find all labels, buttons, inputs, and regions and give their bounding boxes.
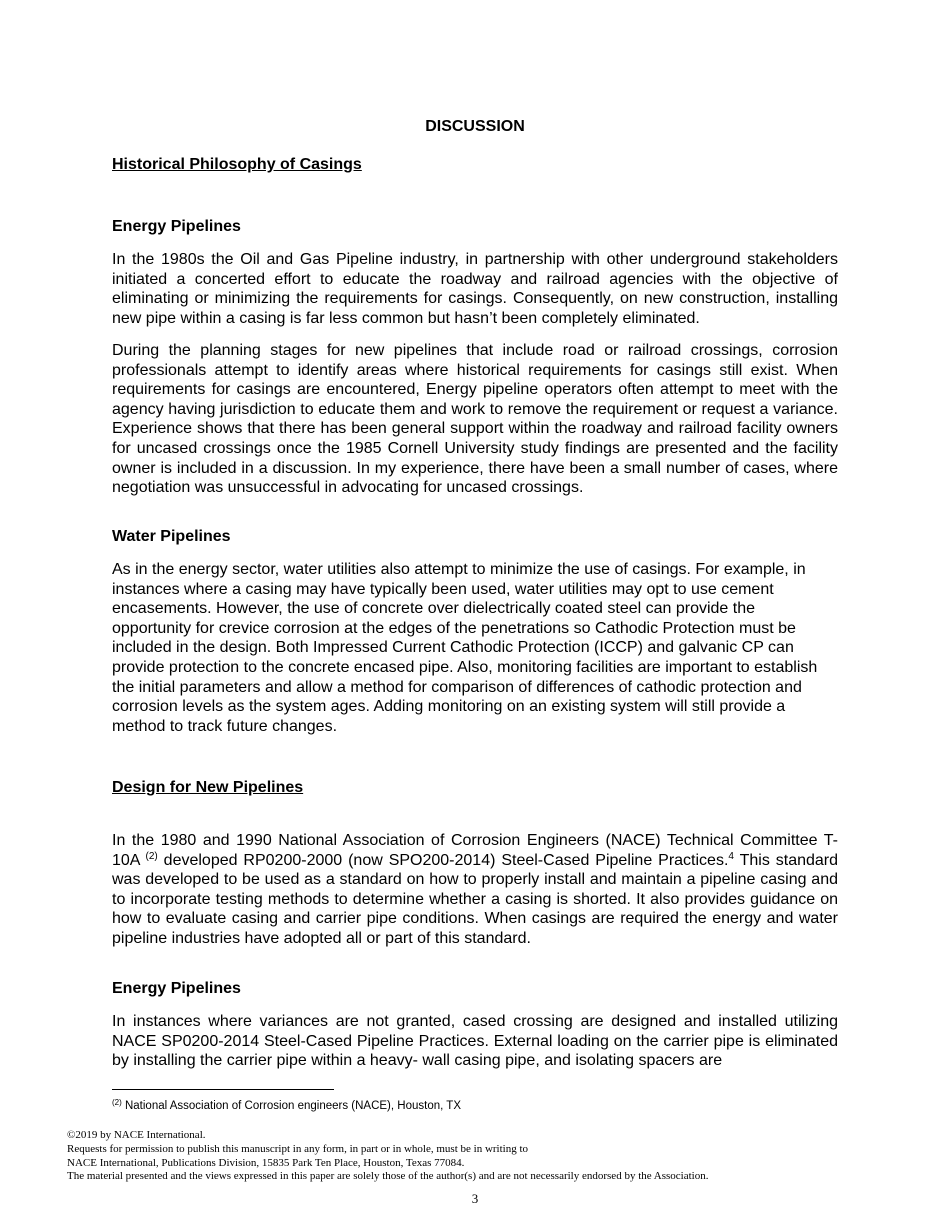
copyright-line-4: The material presented and the views expressed in this paper are solely those of the author(s) and are not necessarily endorsed by the Association. — [67, 1170, 709, 1183]
design-text-c: This standard was developed to be used as a standard on how to properly install and maintain a pipeline casing and to incorporate testing methods to determine whether a casing is shorted. It also provides guidance on how to evaluate casing and carrier pipe conditions. When casings are required the energy and water pipeline industries have adopted all or part of this standard. — [112, 851, 839, 947]
footnote — [112, 1100, 461, 1112]
energy-paragraph-3: In instances where variances are not granted, cased crossing are designed and installed utilizing NACE SP0200-2014 Steel-Cased Pipeline Practices. External loading on the carrier pipe is eliminated by installing the carrier pipe within a heavy- wall casing pipe, and isolating spacers are — [112, 1013, 838, 1070]
historical-philosophy-heading: Historical Philosophy of Casings — [112, 156, 362, 173]
page-number: 3 — [471, 1191, 479, 1206]
design-text-b: developed RP0200-2000 (now SPO200-2014) Steel-Cased Pipeline Practices. — [163, 851, 729, 869]
design-new-pipelines-heading: Design for New Pipelines — [112, 779, 304, 796]
copyright-notice — [67, 1129, 708, 1184]
copyright-line-2: Requests for permission to publish this manuscript in any form, in part or in whole, must be in writing to — [67, 1142, 529, 1155]
section-title: DISCUSSION — [425, 118, 525, 135]
footnote-text: National Association of Corrosion engineers (NACE), Houston, TX — [124, 1100, 461, 1112]
design-paragraph — [112, 831, 838, 949]
copyright-line-1: ©2019 by NACE International. — [67, 1129, 206, 1141]
footnote-ref-2: (2) — [145, 850, 158, 862]
energy-paragraph-1: In the 1980s the Oil and Gas Pipeline industry, in partnership with other underground stakeholders initiated a concerted effort to educate the roadway and railroad agencies with the objective of eliminating or minimizing the requirements for casings. Consequently, on new construction, installing new pipe within a casing is far less common but hasn’t been completely eliminated. — [112, 251, 838, 327]
energy-pipelines-heading-2: Energy Pipelines — [112, 980, 241, 997]
energy-paragraph-2: During the planning stages for new pipelines that include road or railroad crossings, corrosion professionals attempt to identify areas where historical requirements for casings still exist. When requirements for casings are encountered, Energy pipeline operators often attempt to meet with the agency having jurisdiction to educate them and work to remove the requirement or request a variance. Experience shows that there has been general support within the roadway and railroad facility owners for uncased crossings once the 1985 Cornell University study findings are presented and the facility owner is included in a discussion. In my experience, there have been a small number of cases, where negotiation was unsuccessful in advocating for uncased crossings. — [112, 342, 838, 497]
footnote-marker: (2) — [112, 1098, 122, 1107]
design-text-a: In the 1980 and 1990 National Association of Corrosion Engineers (NACE) Technical Committee T-10A — [112, 832, 838, 869]
water-paragraph: As in the energy sector, water utilities also attempt to minimize the use of casings. For example, in instances where a casing may have typically been used, water utilities may opt to use cement encasements. However, the use of concrete over dielectrically coated steel can provide the opportunity for crevice corrosion at the edges of the penetrations so Cathodic Protection must be included in the design. Both Impressed Current Cathodic Protection (ICCP) and galvanic CP can provide protection to the concrete encased pipe. Also, monitoring facilities are important to establish the initial parameters and allow a method for comparison of differences of cathodic protection and corrosion levels as the system ages. Adding monitoring on an existing system will still provide a method to track future changes. — [112, 561, 818, 735]
energy-pipelines-heading: Energy Pipelines — [112, 218, 241, 235]
footnote-divider — [112, 1089, 334, 1090]
citation-ref-4: 4 — [728, 850, 734, 862]
copyright-line-3: NACE International, Publications Division, 15835 Park Ten Place, Houston, Texas 77084. — [67, 1156, 465, 1169]
water-pipelines-heading: Water Pipelines — [112, 528, 231, 545]
